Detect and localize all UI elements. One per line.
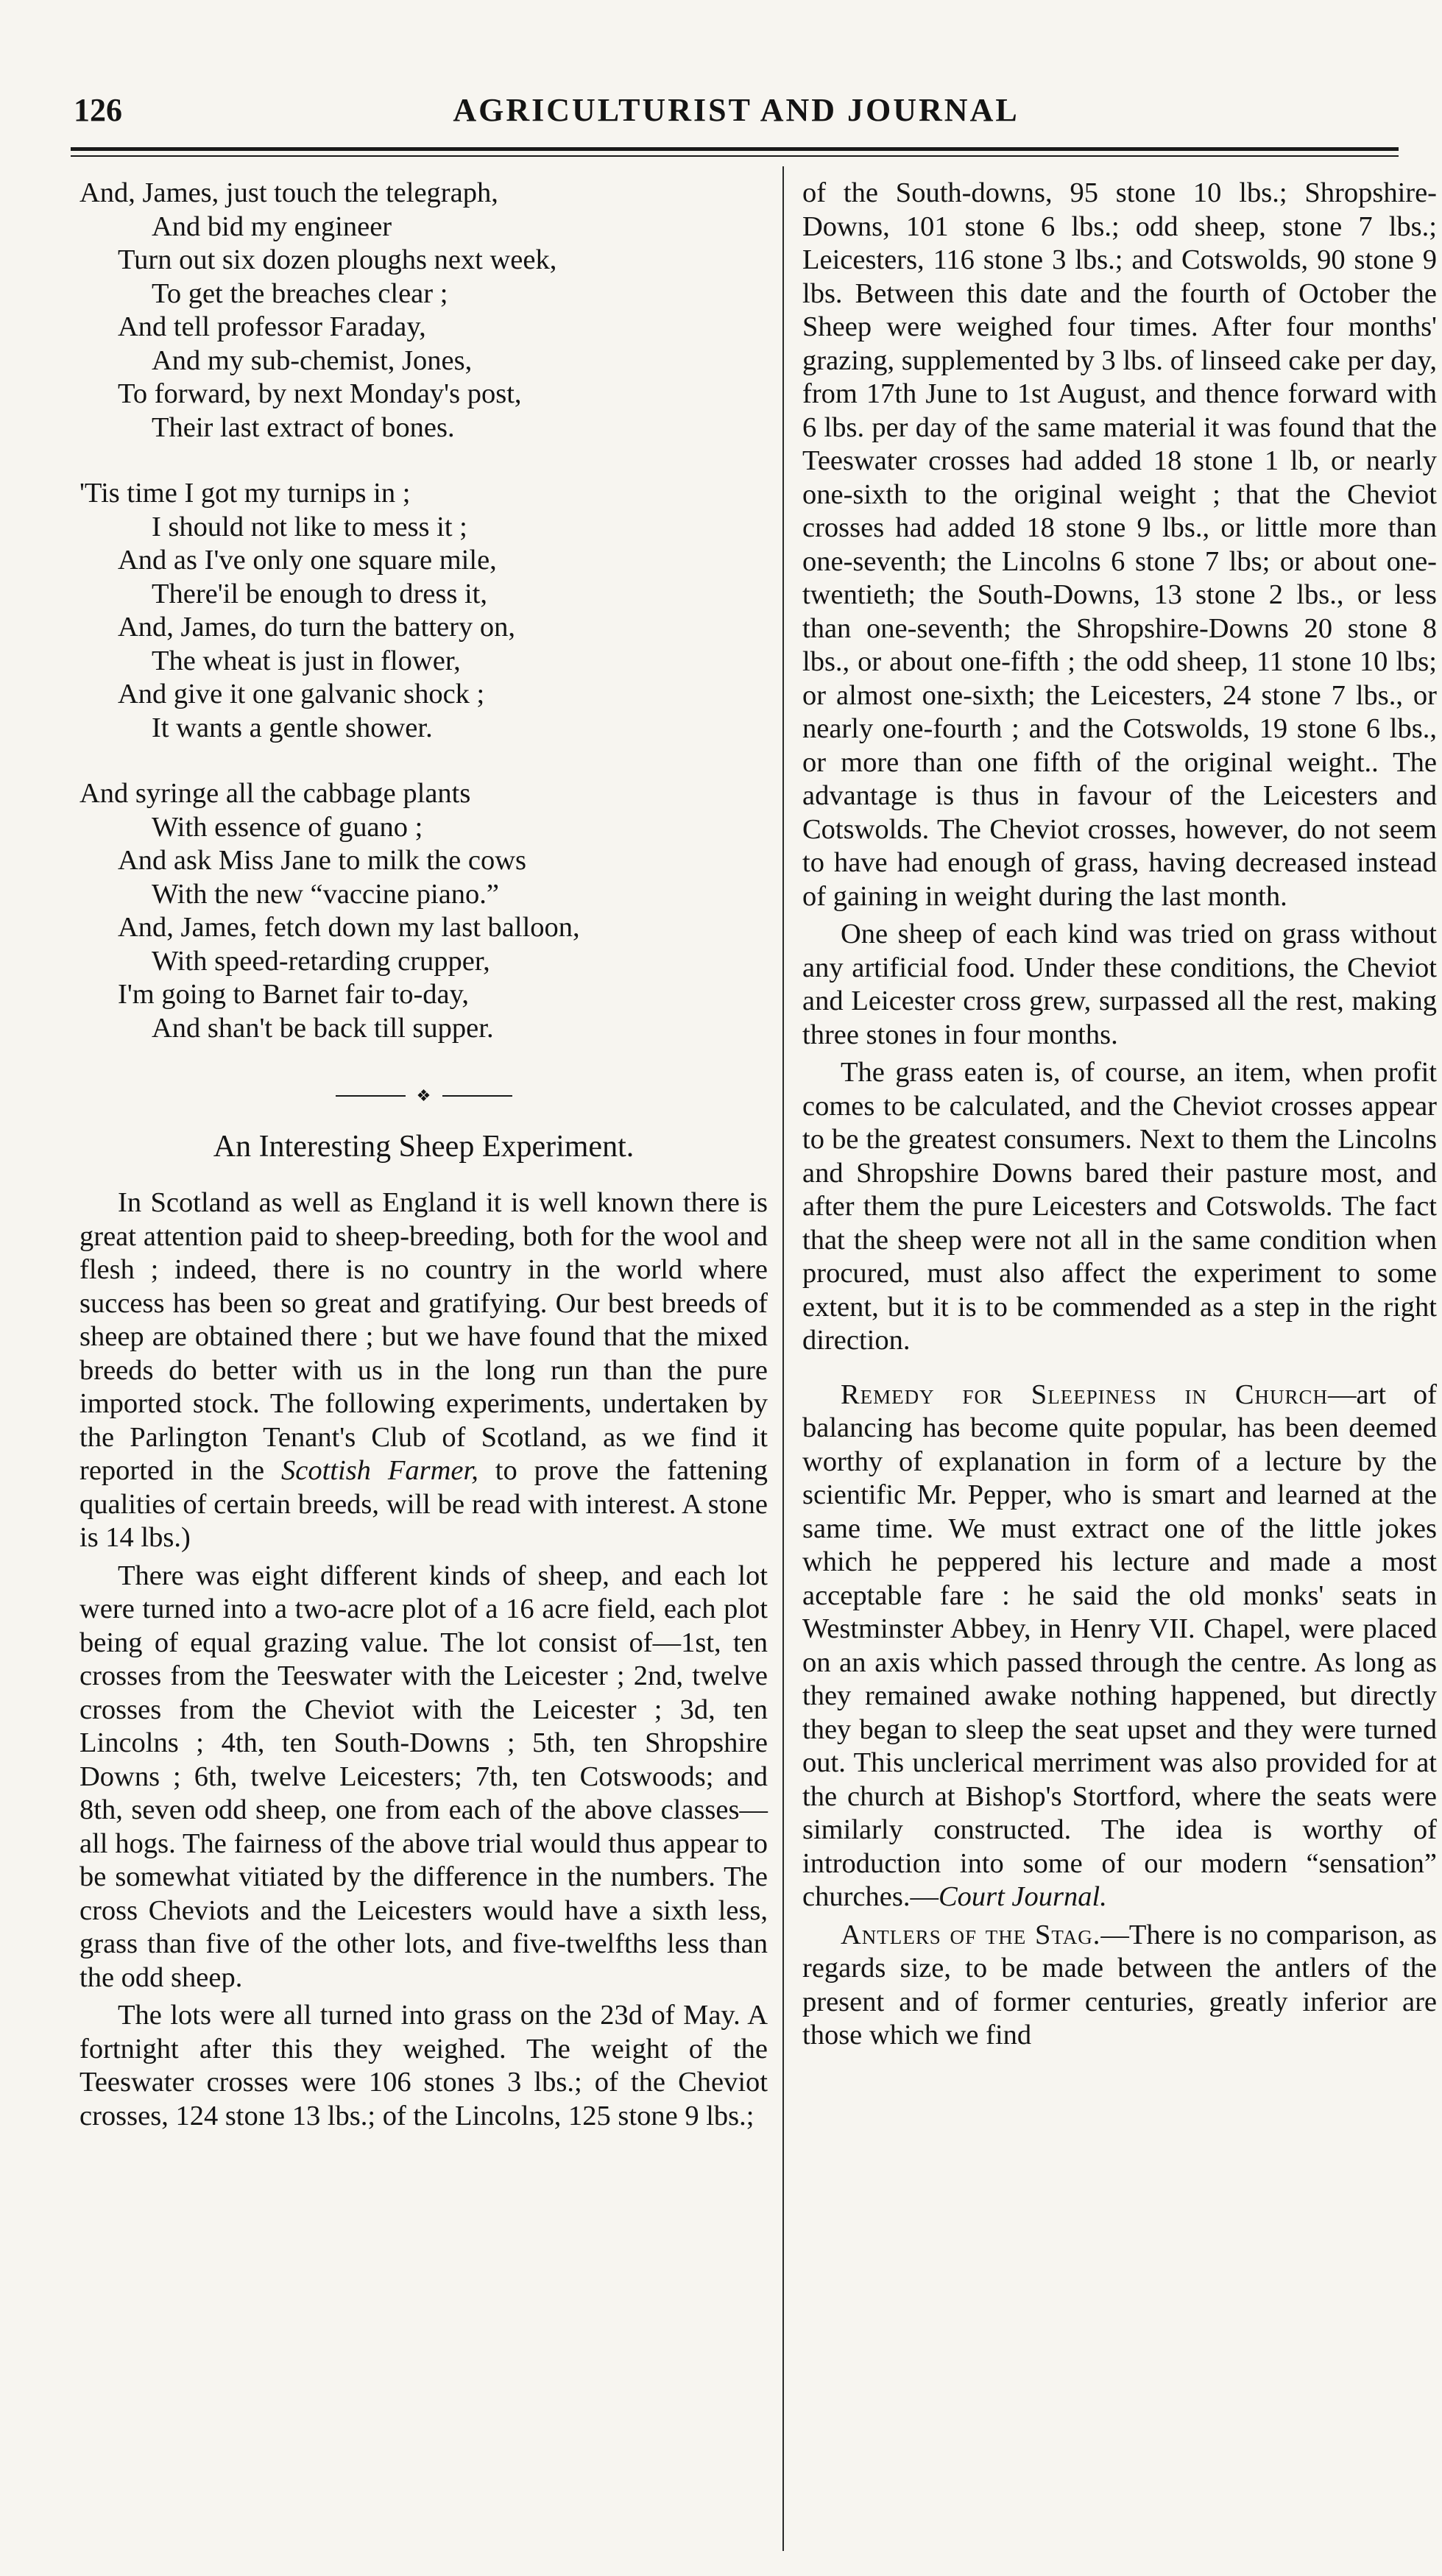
poem-line: And shan't be back till supper.	[152, 1012, 494, 1044]
article-paragraph-1: In Scotland as well as England it is well known there is great attention paid to sheep-breeding, both for the wool and flesh ; indeed, there is no country in the world where success has been so great and gratifying. Our best breeds of sheep are obtained there ; but we have found that the mixed breeds do better with us in the long run than the pure imported stock. The following experiments, undertaken by the Parlington Tenant's Club of Scotland, as we find it reported in the Scottish Farmer, to prove the fattening qualities of certain breeds, will be read with interest. A stone is 14 lbs.)	[79, 1187, 768, 1553]
publication-name: Scottish Farmer,	[281, 1455, 478, 1486]
article-paragraph-4: of the South-downs, 95 stone 10 lbs.; Shropshire-Downs, 101 stone 6 lbs.; odd sheep, stone 7 lbs.; Leicesters, 116 stone 3 lbs.; and Cotswolds, 90 stone 9 lbs. Between this date and the fourth of October the Sheep were weighed four times. After four months' grazing, supplemented by 3 lbs. of linseed cake per day, from 17th June to 1st August, and thence forward with 6 lbs. per day of the same material it was found that the Teeswater crosses had added 18 stone 1 lb, or nearly one-sixth to the original weight ; that the Cheviot crosses had added 18 stone 9 lbs., or little more than one-seventh; the Lincolns 6 stone 7 lbs; or about one-twentieth; the South-Downs, 13 stone 2 lbs., or less than one-seventh; the Shropshire-Downs 20 stone 8 lbs., or about one-fifth ; the odd sheep, 11 stone 10 lbs; or almost one-sixth; the Leicesters, 24 stone 7 lbs., or nearly one-fourth ; and the Cotswolds, 19 stone 6 lbs., or more than one fifth of the original weight.. The advantage is thus in favour of the Leicesters and Cotswolds. The Cheviot crosses, however, do not seem to have had enough of grass, having decreased instead of gaining in weight during the last month.	[802, 177, 1437, 912]
poem-line: I should not like to mess it ;	[152, 511, 467, 542]
poem-stanza	[79, 477, 768, 745]
column-divider	[782, 166, 784, 2551]
poem-line: To forward, by next Monday's post,	[118, 378, 522, 409]
remedy-heading: Remedy for Sleepiness in Church	[841, 1379, 1329, 1410]
poem-line: And, James, fetch down my last balloon,	[118, 912, 580, 943]
poem-line: And give it one galvanic shock ;	[118, 679, 485, 710]
antlers-text: —There is no comparison, as regards size, to be made between the antlers of the present and of former centuries, greatly inferior are those which we find	[802, 1919, 1437, 2050]
left-column	[79, 177, 768, 2133]
poem-line: And tell professor Faraday,	[118, 311, 426, 342]
page-header	[74, 87, 1399, 146]
article-paragraph-2: There was eight different kinds of sheep, and each lot were turned into a two-acre plot of a 16 acre field, each plot being of equal grazing value. The lot consist of—1st, ten crosses from the Teeswater with the Leicester ; 2nd, twelve crosses from the Cheviot with the Leicester ; 3d, ten Lincolns ; 4th, ten South-Downs ; 5th, ten Shropshire Downs ; 6th, twelve Leicesters; 7th, ten Cotswoods; and 8th, seven odd sheep, one from each of the above classes—all hogs. The fairness of the above trial would thus appear to be somewhat vitiated by the difference in the numbers. The cross Cheviots and the Leicesters would have a sixth less, grass than five of the other lots, and five-twelfths less than the odd sheep.	[79, 1560, 768, 1993]
remedy-paragraph	[802, 1379, 1437, 1914]
poem-line: And my sub-chemist, Jones,	[152, 344, 473, 376]
poem-line: And syringe all the cabbage plants	[79, 778, 471, 809]
header-rule-thin	[71, 155, 1399, 157]
article-title: An Interesting Sheep Experiment.	[213, 1130, 635, 1164]
right-column	[802, 177, 1437, 2053]
poem-line: To get the breaches clear ;	[152, 277, 448, 309]
remedy-source: Court Journal.	[938, 1881, 1107, 1912]
section-ornament: ❖	[336, 1088, 512, 1103]
poem-line: 'Tis time I got my turnips in ;	[79, 478, 411, 509]
header-rule-thick	[71, 147, 1399, 151]
poem-line: And ask Miss Jane to milk the cows	[118, 845, 526, 876]
poem-line: And, James, do turn the battery on,	[118, 612, 515, 643]
poem-line: And bid my engineer	[152, 210, 392, 242]
poem-line: The wheat is just in flower,	[152, 645, 461, 676]
article-paragraph-6: The grass eaten is, of course, an item, when profit comes to be calculated, and the Cheviot crosses appear to be the greatest consumers. Next to them the Lincolns and Shropshire Downs bared their pasture most, and after them the pure Leicesters and Cotswolds. The fact that the sheep were not all in the same condition when procured, must also affect the experiment to some extent, but it is to be commended as a step in the right direction.	[802, 1057, 1437, 1356]
poem-line: Turn out six dozen ploughs next week,	[118, 244, 557, 275]
poem-line: It wants a gentle shower.	[152, 712, 433, 743]
antlers-heading: Antlers of the Stag.	[841, 1919, 1101, 1950]
poem-line: And, James, just touch the telegraph,	[79, 177, 498, 208]
poem-line: And as I've only one square mile,	[118, 545, 497, 576]
poem-stanza	[79, 777, 768, 1045]
article-paragraph-5: One sheep of each kind was tried on grass without any artificial food. Under these conditions, the Cheviot and Leicester cross grew, surpassed all the rest, making three stones in four months.	[802, 919, 1437, 1050]
running-title: AGRICULTURIST AND JOURNAL	[453, 92, 1019, 128]
poem-line: With speed-retarding crupper,	[152, 945, 490, 977]
page-number: 126	[74, 92, 122, 128]
poem	[79, 177, 768, 1045]
poem-line: There'il be enough to dress it,	[152, 578, 487, 609]
poem-line: I'm going to Barnet fair to-day,	[118, 979, 470, 1010]
poem-line: With the new “vaccine piano.”	[152, 878, 500, 910]
remedy-text: —art of balancing has become quite popular, has been deemed worthy of explanation in form of a lecture by the scientific Mr. Pepper, who is smart and learned at the same time. We must extract one of the little jokes which he peppered his lecture and made a most acceptable fare : he said the old monks' seats in Westminster Abbey, in Henry VII. Chapel, were placed on an axis which passed through the centre. As long as they remained awake nothing happened, but directly they began to sleep the seat upset and they were turned out. This unclerical merriment was also provided for at the church at Bishop's Stortford, where the seats were similarly constructed. The idea is worthy of introduction into some of our modern “sensation” churches.—	[802, 1379, 1437, 1912]
poem-line: Their last extract of bones.	[152, 411, 455, 443]
poem-line: With essence of guano ;	[152, 811, 423, 843]
article-paragraph-3: The lots were all turned into grass on the 23d of May. A fortnight after this they weighed. The weight of the Teeswater crosses were 106 stones 3 lbs.; of the Cheviot crosses, 124 stone 13 lbs.; of the Lincolns, 125 stone 9 lbs.;	[79, 2000, 768, 2131]
antlers-paragraph	[802, 1919, 1437, 2053]
poem-stanza	[79, 177, 768, 445]
